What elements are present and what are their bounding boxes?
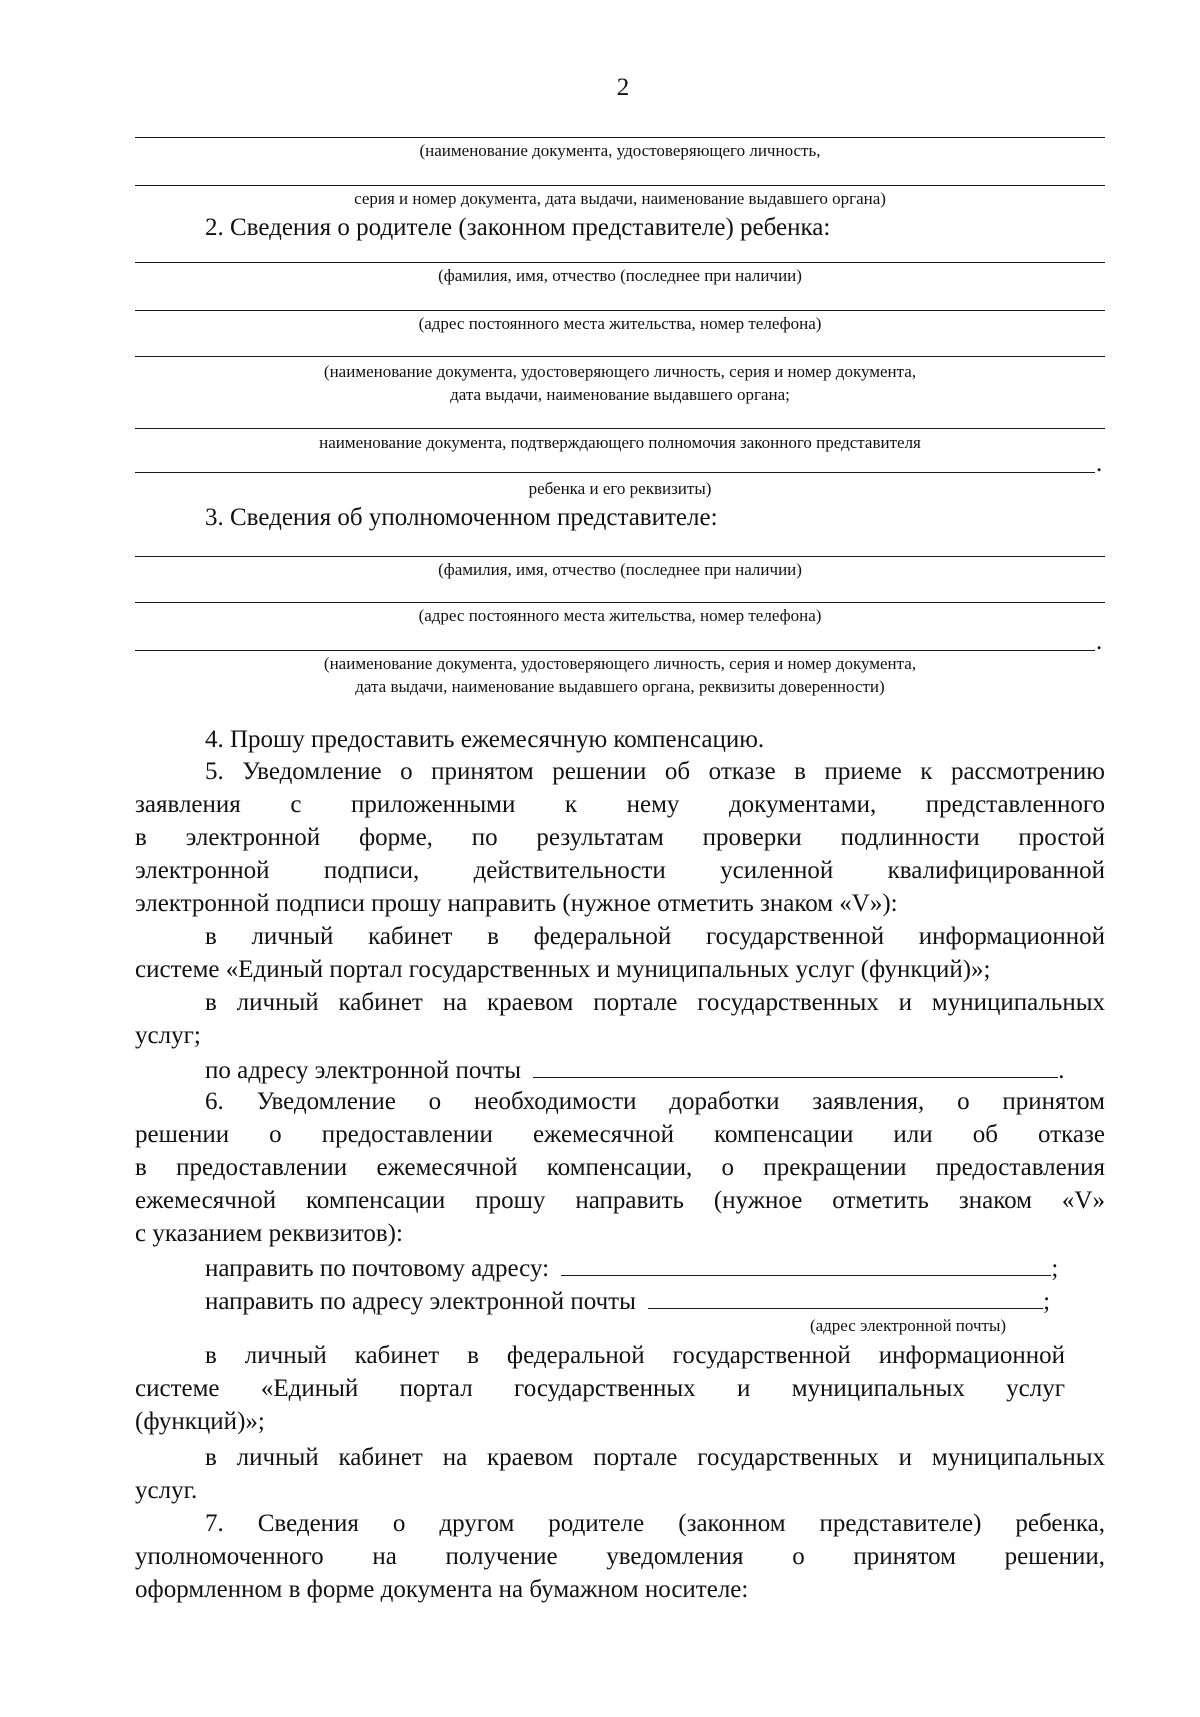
item-5-line-3: в электронной форме, по результатам проверки подлинности простой bbox=[135, 824, 1105, 851]
option-regional-portal-2-line-1[interactable]: в личный кабинет на краевом портале государственных и муниципальных bbox=[205, 1444, 1105, 1471]
option-epgu-2-line-3[interactable]: (функций)»; bbox=[135, 1408, 265, 1435]
item-7-line-3: оформленном в форме документа на бумажном носителе: bbox=[135, 1576, 749, 1603]
line-end-period: . bbox=[1058, 1057, 1065, 1084]
item-5-line-2: заявления с приложенными к нему документами, представленного bbox=[135, 791, 1105, 818]
item-4: 4. Прошу предоставить ежемесячную компенсацию. bbox=[205, 726, 765, 753]
caption-email-address: (адрес электронной почты) bbox=[809, 1316, 1007, 1335]
field-line[interactable] bbox=[135, 556, 1105, 557]
option-regional-portal-line-2[interactable]: услуг; bbox=[135, 1022, 201, 1049]
caption-parent-name: (фамилия, имя, отчество (последнее при наличии) bbox=[438, 266, 802, 285]
section-3-heading: 3. Сведения об уполномоченном представителе: bbox=[205, 504, 718, 531]
caption-parent-document-2: дата выдачи, наименование выдавшего органа; bbox=[450, 385, 790, 404]
option-email-address[interactable] bbox=[205, 1284, 1050, 1318]
option-epgu-2-line-1[interactable]: в личный кабинет в федеральной государственной информационной bbox=[205, 1342, 1065, 1369]
postal-address-field[interactable] bbox=[561, 1251, 1051, 1276]
caption-representative-document-2: дата выдачи, наименование выдавшего органа, реквизиты доверенности) bbox=[355, 677, 885, 696]
field-line[interactable] bbox=[135, 472, 1095, 473]
option-epgu-line-2[interactable]: системе «Единый портал государственных и муниципальных услуг (функций)»; bbox=[135, 956, 991, 983]
caption-representative-document-1: (наименование документа, удостоверяющего личность, серия и номер документа, bbox=[323, 654, 917, 673]
option-postal-address[interactable] bbox=[205, 1251, 1058, 1285]
caption-parent-document-1: (наименование документа, удостоверяющего личность, серия и номер документа, bbox=[323, 362, 917, 381]
caption-representative-address: (адрес постоянного места жительства, номер телефона) bbox=[418, 606, 822, 625]
option-email-label: по адресу электронной почты bbox=[205, 1057, 521, 1084]
field-line[interactable] bbox=[135, 356, 1105, 357]
option-email-address-label: направить по адресу электронной почты bbox=[205, 1288, 636, 1315]
option-regional-portal-line-1[interactable]: в личный кабинет на краевом портале государственных и муниципальных bbox=[205, 989, 1105, 1016]
field-line[interactable] bbox=[135, 185, 1105, 186]
item-6-line-1: 6. Уведомление о необходимости доработки заявления, о принятом bbox=[205, 1088, 1105, 1115]
item-5-line-1: 5. Уведомление о принятом решении об отказе в приеме к рассмотрению bbox=[205, 758, 1105, 785]
option-epgu-2-line-2[interactable]: системе «Единый портал государственных и муниципальных услуг bbox=[135, 1375, 1065, 1402]
field-line[interactable] bbox=[135, 602, 1105, 603]
item-6-line-4: ежемесячной компенсации прошу направить (нужное отметить знаком «V» bbox=[135, 1187, 1105, 1214]
option-epgu-line-1[interactable]: в личный кабинет в федеральной государственной информационной bbox=[205, 923, 1105, 950]
field-line[interactable] bbox=[135, 650, 1095, 651]
field-line[interactable] bbox=[135, 262, 1105, 263]
line-end-semicolon: ; bbox=[1043, 1288, 1051, 1315]
caption-representative-name: (фамилия, имя, отчество (последнее при наличии) bbox=[438, 560, 802, 579]
email-address-field[interactable] bbox=[648, 1284, 1043, 1309]
email-field[interactable] bbox=[533, 1053, 1058, 1078]
item-7-line-2: уполномоченного на получение уведомления о принятом решении, bbox=[135, 1543, 1105, 1570]
field-line[interactable] bbox=[135, 428, 1105, 429]
line-end-period: . bbox=[1096, 450, 1103, 477]
page-number: 2 bbox=[616, 74, 630, 101]
option-email[interactable] bbox=[205, 1053, 1065, 1087]
option-regional-portal-2-line-2[interactable]: услуг. bbox=[135, 1477, 198, 1504]
option-postal-label: направить по почтовому адресу: bbox=[205, 1255, 550, 1282]
caption-parent-authority-1: наименование документа, подтверждающего полномочия законного представителя bbox=[319, 433, 921, 452]
line-end-period: . bbox=[1096, 628, 1103, 655]
caption-document-1: (наименование документа, удостоверяющего личность, bbox=[419, 141, 821, 160]
item-5-line-5: электронной подписи прошу направить (нужное отметить знаком «V»): bbox=[135, 890, 898, 917]
section-2-heading: 2. Сведения о родителе (законном представителе) ребенка: bbox=[205, 214, 831, 241]
item-6-line-3: в предоставлении ежемесячной компенсации, о прекращении предоставления bbox=[135, 1154, 1105, 1181]
item-6-line-2: решении о предоставлении ежемесячной компенсации или об отказе bbox=[135, 1121, 1105, 1148]
caption-parent-address: (адрес постоянного места жительства, номер телефона) bbox=[418, 314, 822, 333]
item-5-line-4: электронной подписи, действительности усиленной квалифицированной bbox=[135, 857, 1105, 884]
item-7-line-1: 7. Сведения о другом родителе (законном представителе) ребенка, bbox=[205, 1510, 1105, 1537]
item-6-line-5: с указанием реквизитов): bbox=[135, 1220, 403, 1247]
field-line[interactable] bbox=[135, 137, 1105, 138]
caption-document-2: серия и номер документа, дата выдачи, наименование выдавшего органа) bbox=[354, 189, 886, 208]
caption-parent-authority-2: ребенка и его реквизиты) bbox=[528, 479, 712, 498]
line-end-semicolon: ; bbox=[1051, 1255, 1059, 1282]
field-line[interactable] bbox=[135, 310, 1105, 311]
